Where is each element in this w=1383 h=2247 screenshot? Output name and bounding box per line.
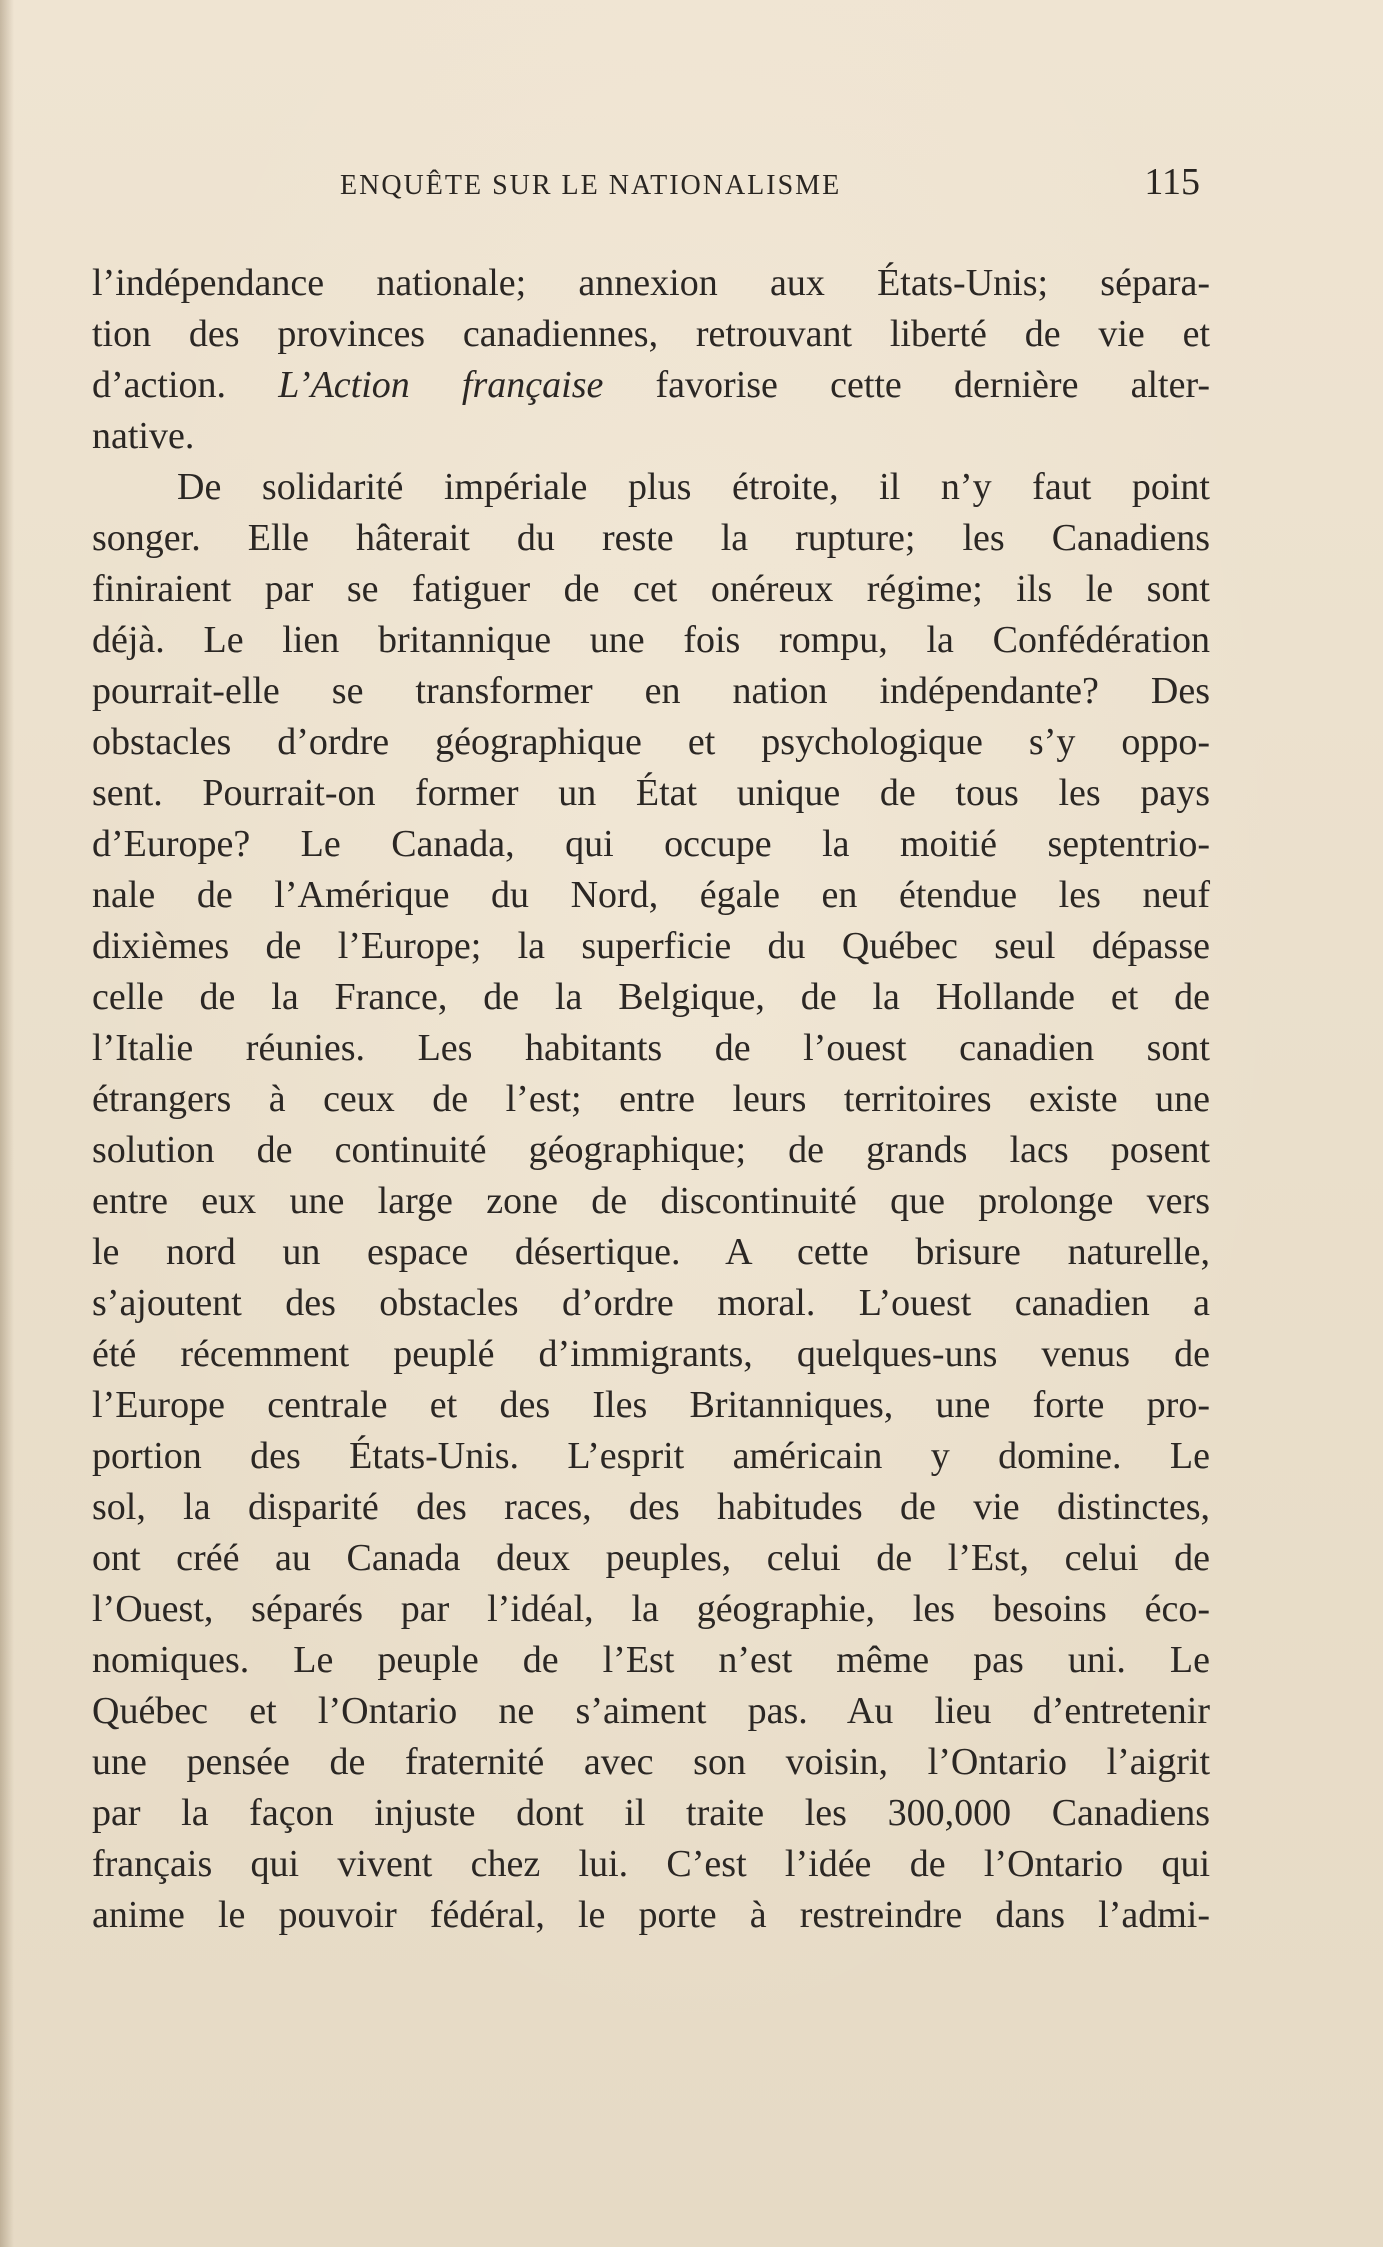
running-title: ENQUÊTE SUR LE NATIONALISME: [340, 170, 842, 201]
text-line: finiraient par se fatiguer de cet onéreux régime; ils le sont: [92, 568, 1210, 610]
page-number: 115: [1144, 161, 1200, 203]
text-line: nale de l’Amérique du Nord, égale en étendue les neuf: [92, 874, 1210, 916]
text-line: l’indépendance nationale; annexion aux États-Unis; sépara-: [92, 262, 1210, 304]
text-line: native.: [92, 415, 195, 457]
text-line: entre eux une large zone de discontinuité que prolonge vers: [92, 1180, 1210, 1222]
text-line: dixièmes de l’Europe; la superficie du Québec seul dépasse: [92, 925, 1210, 967]
text-line: nomiques. Le peuple de l’Est n’est même pas uni. Le: [92, 1639, 1210, 1681]
text-line: obstacles d’ordre géographique et psychologique s’y oppo-: [92, 721, 1210, 763]
text-line: De solidarité impériale plus étroite, il n’y faut point: [177, 466, 1210, 508]
page-header: [330, 160, 1200, 210]
text-line: par la façon injuste dont il traite les 300,000 Canadiens: [92, 1792, 1210, 1834]
text-line: sol, la disparité des races, des habitudes de vie distinctes,: [92, 1486, 1210, 1528]
text-line: déjà. Le lien britannique une fois rompu, la Confédération: [92, 619, 1210, 661]
text-line: d’Europe? Le Canada, qui occupe la moitié septentrio-: [92, 823, 1210, 865]
text-line: français qui vivent chez lui. C’est l’idée de l’Ontario qui: [92, 1843, 1210, 1885]
text-fragment: d’action.: [92, 364, 227, 406]
text-line: étrangers à ceux de l’est; entre leurs territoires existe une: [92, 1078, 1210, 1120]
text-line: l’Italie réunies. Les habitants de l’ouest canadien sont: [92, 1027, 1210, 1069]
journal-title: L’Action française: [278, 364, 604, 406]
text-line: l’Europe centrale et des Iles Britanniques, une forte pro-: [92, 1384, 1210, 1426]
text-line: [92, 360, 1210, 411]
body-text: [92, 258, 1210, 1941]
text-line: portion des États-Unis. L’esprit américain y domine. Le: [92, 1435, 1210, 1477]
text-line: s’ajoutent des obstacles d’ordre moral. L’ouest canadien a: [92, 1282, 1210, 1324]
text-fragment: favorise cette dernière alter-: [655, 364, 1210, 406]
text-line: le nord un espace désertique. A cette brisure naturelle,: [92, 1231, 1210, 1273]
text-line: Québec et l’Ontario ne s’aiment pas. Au lieu d’entretenir: [92, 1690, 1210, 1732]
text-line: songer. Elle hâterait du reste la rupture; les Canadiens: [92, 517, 1210, 559]
text-line: celle de la France, de la Belgique, de la Hollande et de: [92, 976, 1210, 1018]
text-line: tion des provinces canadiennes, retrouvant liberté de vie et: [92, 313, 1210, 355]
text-line: anime le pouvoir fédéral, le porte à restreindre dans l’admi-: [92, 1894, 1210, 1936]
text-line: une pensée de fraternité avec son voisin, l’Ontario l’aigrit: [92, 1741, 1210, 1783]
spine-shadow: [0, 0, 14, 2247]
text-line: l’Ouest, séparés par l’idéal, la géographie, les besoins éco-: [92, 1588, 1210, 1630]
text-line: sent. Pourrait-on former un État unique de tous les pays: [92, 772, 1210, 814]
text-line: pourrait-elle se transformer en nation indépendante? Des: [92, 670, 1210, 712]
text-line: été récemment peuplé d’immigrants, quelques-uns venus de: [92, 1333, 1210, 1375]
text-line: solution de continuité géographique; de grands lacs posent: [92, 1129, 1210, 1171]
text-line: ont créé au Canada deux peuples, celui de l’Est, celui de: [92, 1537, 1210, 1579]
